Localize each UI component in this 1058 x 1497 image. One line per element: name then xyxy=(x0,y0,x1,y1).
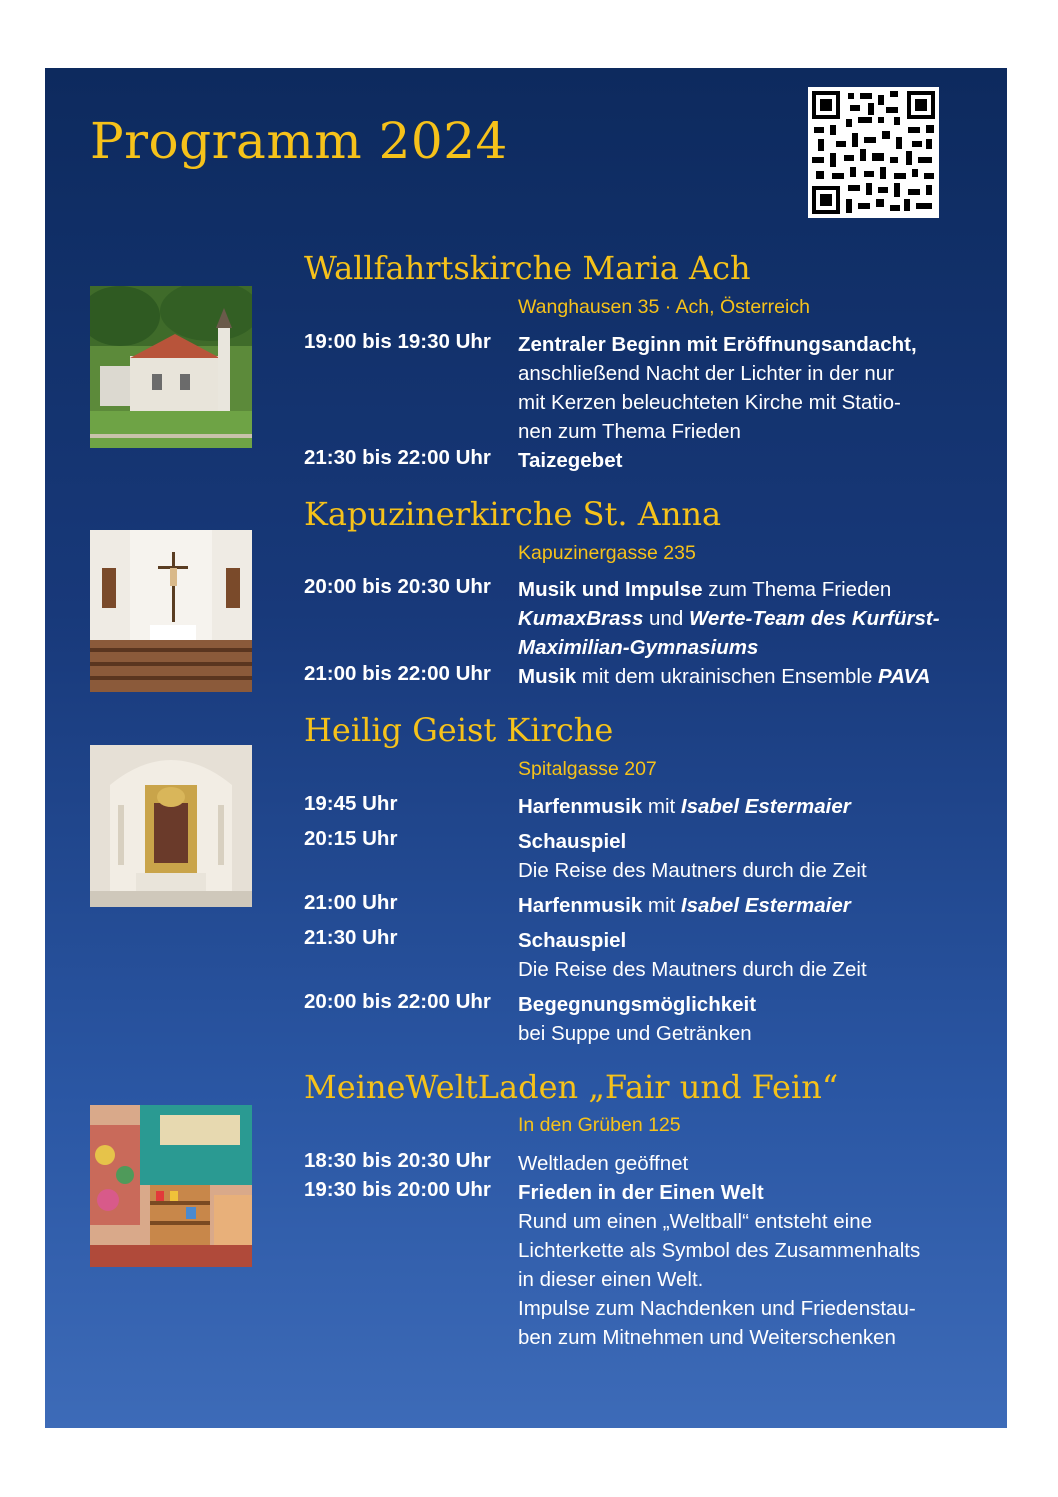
desc-line: Die Reise des Mautners durch die Zeit xyxy=(518,859,867,882)
desc-line: Harfenmusik mit Isabel Estermaier xyxy=(518,894,851,917)
desc-line: KumaxBrass und Werte-Team des Kurfürst- xyxy=(518,607,940,630)
photo-heilig-geist-altar xyxy=(90,745,252,907)
address-st-anna: Kapuzinergasse 235 xyxy=(518,542,696,564)
event-description xyxy=(518,662,948,691)
desc-line: Frieden in der Einen Welt xyxy=(518,1181,764,1204)
desc-line: Rund um einen „Weltball“ entsteht eine xyxy=(518,1210,873,1233)
event-time: 21:00 Uhr xyxy=(304,891,398,914)
page-title: Programm 2024 xyxy=(90,112,508,170)
event-description xyxy=(518,330,948,446)
event-time: 20:00 bis 20:30 Uhr xyxy=(304,575,491,598)
desc-line: Musik und Impulse zum Thema Frieden xyxy=(518,578,892,601)
event-time: 19:00 bis 19:30 Uhr xyxy=(304,330,491,353)
event-description xyxy=(518,792,948,821)
event-time: 19:30 bis 20:00 Uhr xyxy=(304,1178,491,1201)
photo-maria-ach-church xyxy=(90,286,252,448)
event-time: 20:00 bis 22:00 Uhr xyxy=(304,990,491,1013)
desc-line: mit Kerzen beleuchteten Kirche mit Statio- xyxy=(518,391,901,414)
event-time: 21:30 bis 22:00 Uhr xyxy=(304,446,491,469)
desc-line: in dieser einen Welt. xyxy=(518,1268,704,1291)
photo-weltladen-shop xyxy=(90,1105,252,1267)
event-time: 19:45 Uhr xyxy=(304,792,398,815)
desc-line: Begegnungsmöglichkeit xyxy=(518,993,757,1016)
event-time: 21:30 Uhr xyxy=(304,926,398,949)
event-description xyxy=(518,891,948,920)
section-title-heilig-geist: Heilig Geist Kirche xyxy=(304,711,614,749)
event-time: 20:15 Uhr xyxy=(304,827,398,850)
event-description xyxy=(518,446,948,475)
desc-line: Maximilian-Gymnasiums xyxy=(518,636,759,659)
desc-line: Harfenmusik mit Isabel Estermaier xyxy=(518,795,851,818)
address-maria-ach: Wanghausen 35 · Ach, Österreich xyxy=(518,296,810,318)
desc-line: Die Reise des Mautners durch die Zeit xyxy=(518,958,867,981)
event-description xyxy=(518,827,948,885)
event-time: 21:00 bis 22:00 Uhr xyxy=(304,662,491,685)
section-title-st-anna: Kapuzinerkirche St. Anna xyxy=(304,495,722,533)
address-heilig-geist: Spitalgasse 207 xyxy=(518,758,657,780)
desc-line: Impulse zum Nachdenken und Friedenstau- xyxy=(518,1297,916,1320)
event-description xyxy=(518,1149,948,1178)
qr-code[interactable] xyxy=(808,87,939,218)
event-time: 18:30 bis 20:30 Uhr xyxy=(304,1149,491,1172)
desc-line: Weltladen geöffnet xyxy=(518,1152,689,1175)
desc-line: Schauspiel xyxy=(518,929,627,952)
desc-line: nen zum Thema Frieden xyxy=(518,420,741,443)
event-description xyxy=(518,990,948,1048)
desc-line: Taizegebet xyxy=(518,449,623,472)
address-weltladen: In den Grüben 125 xyxy=(518,1114,681,1136)
photo-st-anna-interior xyxy=(90,530,252,692)
desc-line: anschließend Nacht der Lichter in der nur xyxy=(518,362,895,385)
event-description xyxy=(518,926,948,984)
section-title-weltladen: MeineWeltLaden „Fair und Fein“ xyxy=(304,1068,839,1106)
desc-line: Schauspiel xyxy=(518,830,627,853)
section-title-maria-ach: Wallfahrtskirche Maria Ach xyxy=(304,249,751,287)
desc-line: Musik mit dem ukrainischen Ensemble PAVA xyxy=(518,665,931,688)
desc-line: bei Suppe und Getränken xyxy=(518,1022,752,1045)
desc-line: ben zum Mitnehmen und Weiterschenken xyxy=(518,1326,896,1349)
event-description xyxy=(518,575,948,662)
desc-line: Zentraler Beginn mit Eröffnungsandacht, xyxy=(518,333,917,356)
event-description xyxy=(518,1178,948,1352)
desc-line: Lichterkette als Symbol des Zusammenhalts xyxy=(518,1239,921,1262)
